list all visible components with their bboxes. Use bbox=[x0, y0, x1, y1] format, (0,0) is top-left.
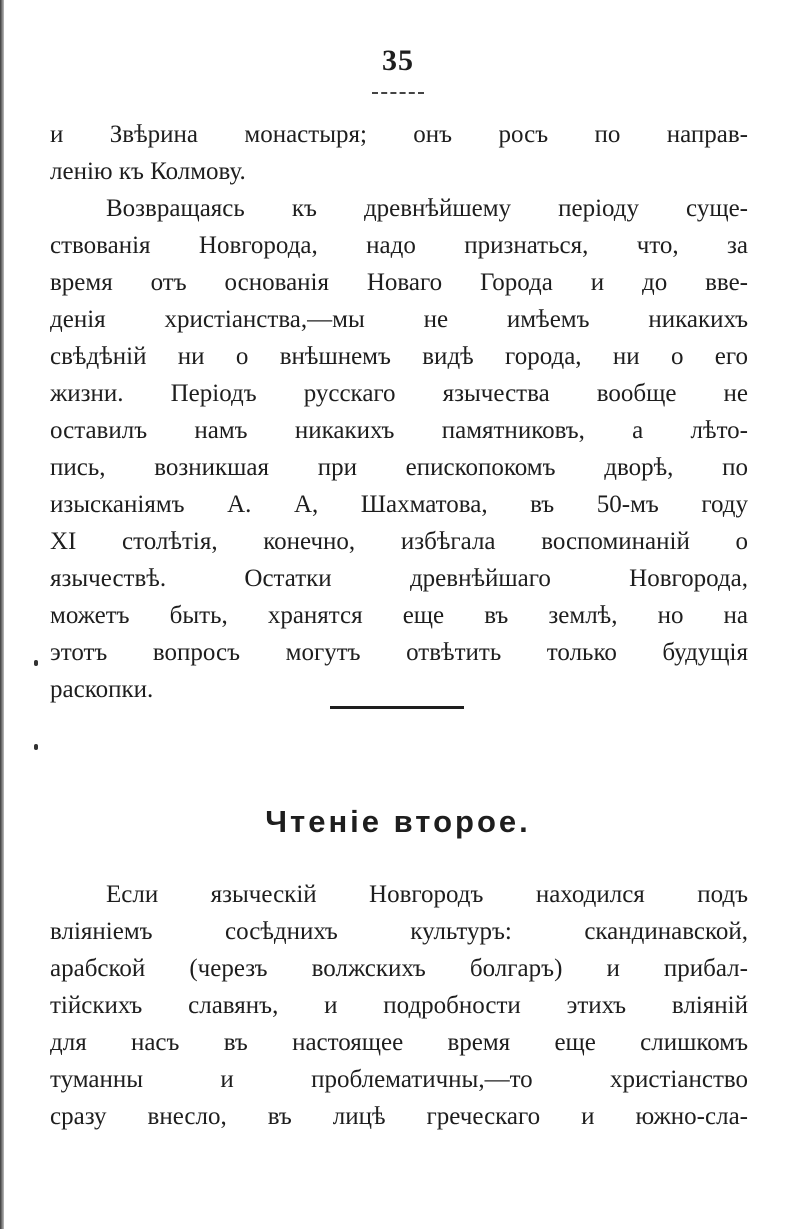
text-line: Если языческій Новгородъ находился подъ bbox=[106, 881, 748, 908]
text-line: Возвращаясь къ древнѣйшему періоду суще- bbox=[106, 195, 748, 222]
text-line: раскопки. bbox=[50, 676, 154, 703]
text-line: денія христіанства,—мы не имѣемъ никакихъ bbox=[50, 306, 748, 333]
text-line: пись, возникшая при епископокомъ дворѣ, по bbox=[50, 454, 748, 481]
paragraph-ancient-novgorod bbox=[50, 190, 748, 708]
text-line: сразу внесло, въ лицѣ греческаго и южно-сла- bbox=[50, 1103, 748, 1130]
text-line: туманны и проблематичны,—то христіанство bbox=[50, 1066, 748, 1093]
text-line: изысканіямъ А. А, Шахматова, въ 50-мъ году bbox=[50, 491, 748, 518]
text-line: для насъ въ настоящее время еще слишкомъ bbox=[50, 1029, 748, 1056]
text-line: жизни. Періодъ русскаго язычества вообще не bbox=[50, 380, 748, 407]
text-line: и Звѣрина монастыря; онъ росъ по направ- bbox=[50, 121, 748, 148]
text-line: XI столѣтія, конечно, избѣгала воспоминаній о bbox=[50, 528, 748, 555]
text-line: ствованія Новгорода, надо признаться, что, за bbox=[50, 232, 748, 259]
text-line: можетъ быть, хранятся еще въ землѣ, но на bbox=[50, 602, 748, 629]
page-left-edge bbox=[0, 0, 4, 1229]
page-number: 35 bbox=[382, 44, 414, 77]
text-line: свѣдѣній ни о внѣшнемъ видѣ города, ни о его bbox=[50, 343, 748, 370]
text-line: вліяніемъ сосѣднихъ культуръ: скандинавской, bbox=[50, 918, 748, 945]
section-heading: Чтеніе второе. bbox=[265, 804, 531, 839]
text-line: тійскихъ славянъ, и подробности этихъ вліяній bbox=[50, 992, 748, 1019]
text-line: оставилъ намъ никакихъ памятниковъ, а лѣто- bbox=[50, 417, 748, 444]
page-number-rule bbox=[372, 92, 424, 94]
text-line: язычествѣ. Остатки древнѣйшаго Новгорода, bbox=[50, 565, 748, 592]
paragraph-second-reading bbox=[50, 876, 748, 1135]
text-line: время отъ основанія Новаго Города и до вве- bbox=[50, 269, 748, 296]
text-line: арабской (черезъ волжскихъ болгаръ) и прибал- bbox=[50, 955, 748, 982]
text-line: этотъ вопросъ могутъ отвѣтить только будущія bbox=[50, 639, 748, 666]
scan-speck bbox=[34, 660, 38, 666]
text-line: ленію къ Колмову. bbox=[50, 158, 246, 185]
paragraph-continuation bbox=[50, 116, 748, 190]
section-divider bbox=[330, 706, 464, 709]
scan-speck bbox=[34, 744, 38, 750]
